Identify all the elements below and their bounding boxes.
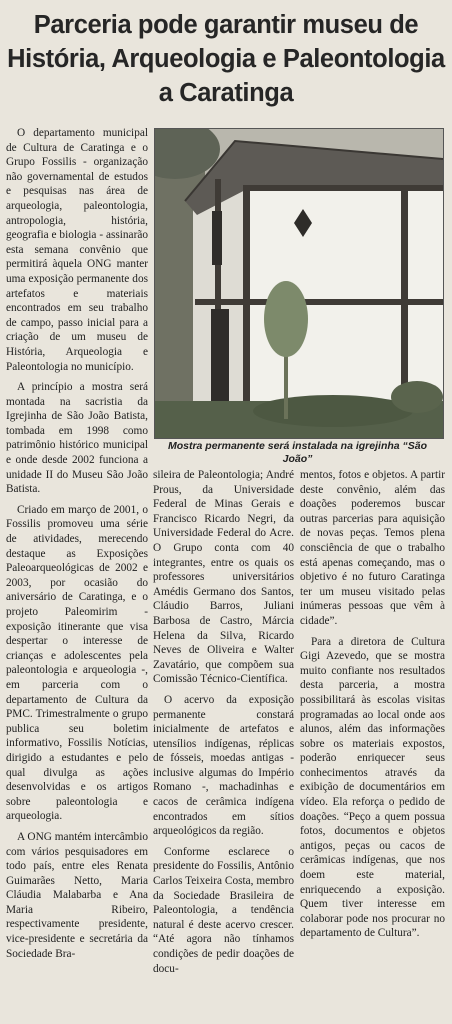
paragraph: O acervo da exposição permanente constará inicialmente de artefatos e utensílios indígenas, réplicas de fósseis, moedas antigas - inclusive algumas do Império Romano -, machadinhas e cacos de cerâmica indígena encontrados em sítios arqueológicos da região. [153,693,294,838]
article-column-3 [300,468,445,947]
paragraph: Conforme esclarece o presidente do Fossilis, Antônio Carlos Teixeira Costa, membro da Sociedade Brasileira de Paleontologia, a tendência natural é deste acervo crescer. “Até agora não tínhamos condições de pedir doações de docu- [153,845,294,975]
paragraph: sileira de Paleontologia; André Prous, da Universidade Federal de Minas Gerais e Francisco Ricardo Negri, da Universidade Federal do Acre. O Grupo conta com 40 integrantes, entre os quais os professores universitários Amédis Germano dos Santos, Cláudio Barros, Juliani Barbosa de Castro, Márcia Helena da Silva, Ricardo Neves de Oliveira e Walter Zavatário, que compõem sua Comissão Técnico-Científica. [153,469,294,686]
photo-caption: Mostra permanente será instalada na igrejinha “São João” [167,440,428,465]
photo-window [212,211,222,265]
photo-bush [253,395,413,427]
photo-shrub-right [391,381,443,413]
paragraph: O departamento municipal de Cultura de Caratinga e o Grupo Fossilis - organização não governamental de estudos e pesquisas nas área de arqueologia, paleontologia, antropologia, história, geografia e biologia - assinarão esta semana convênio que permitirá àquela ONG manter uma exposição permanente dos artefatos e materiais encontrados em seu trabalho de campo, passo inicial para a criação de um museu de História, Arqueologia e Paleontologia no município. [6,127,148,373]
photo-plant-leaves [264,281,308,357]
article-column-1 [6,126,148,967]
church-photo [154,128,444,439]
photo-door [211,309,229,401]
photo-post-left [243,185,250,419]
paragraph: A princípio a mostra será montada na sacristia da Igrejinha de São João Batista, tombada em 1998 como patrimônio histórico municipal e onde desde 2002 funciona a unidade II do Museu São João Batista. [6,381,148,496]
article-column-2 [153,468,294,982]
church-photo-image [155,129,443,438]
photo-beam-top [243,185,443,191]
paragraph: mentos, fotos e objetos. A partir deste convênio, além das doações poderemos buscar outras parcerias para aquisição de novas peças. Temos plena consciência de que o trabalho está apenas começando, mas o objetivo é no futuro Caratinga ter um museu visitado pelas inúmeras pessoas que vêm à cidade”. [300,469,445,627]
paragraph: Criado em março de 2001, o Fossilis promoveu uma série de atividades, merecendo destaque as Exposições Paleoarqueológicas de 2002 e 2003, por ocasião do aniversário de Caratinga, e o projeto Paleomirim - exposição itinerante que visa despertar o interesse de crianças e adolescentes pela paleontologia e arqueologia -, em parceria com o departamento de Cultura da PMC. Trimestralmente o grupo publica seu boletim informativo, Fossilis Notícias, dirigido a estudantes e pelo qual divulga as ações desenvolvidas e os artigos sobre paleontologia e arqueologia. [6,503,148,823]
paragraph: A ONG mantém intercâmbio com vários pesquisadores em todo país, entre eles Renata Guimarães Netto, Maria Cláudia Malabarba e Ana Maria Ribeiro, respectivamente presidente, vice-presidente e secretária da Sociedade Bra- [6,830,148,960]
article-headline: Parceria pode garantir museu de História, Arqueologia e Paleontologia a Caratinga [7,11,445,107]
paragraph: Para a diretora de Cultura Gigi Azevedo, que se mostra muito confiante nos resultados desta parceria, a mostra possibilitará às escolas visitas programadas ao local onde aos alunos, além das informações sobre os materiais expostos, poderão enriquecer seus conhecimentos através da exibição de documentários em vídeo. Ela reforça o pedido de doações. “Peço a quem possua fotos, documentos e objetos antigos, peças ou cacos de cerâmicas indígenas, que nos doem este material, enriquecendo a exposição. Quem tiver interesse em colaborar pode nos procurar no departamento de Cultura”. [300,635,445,940]
